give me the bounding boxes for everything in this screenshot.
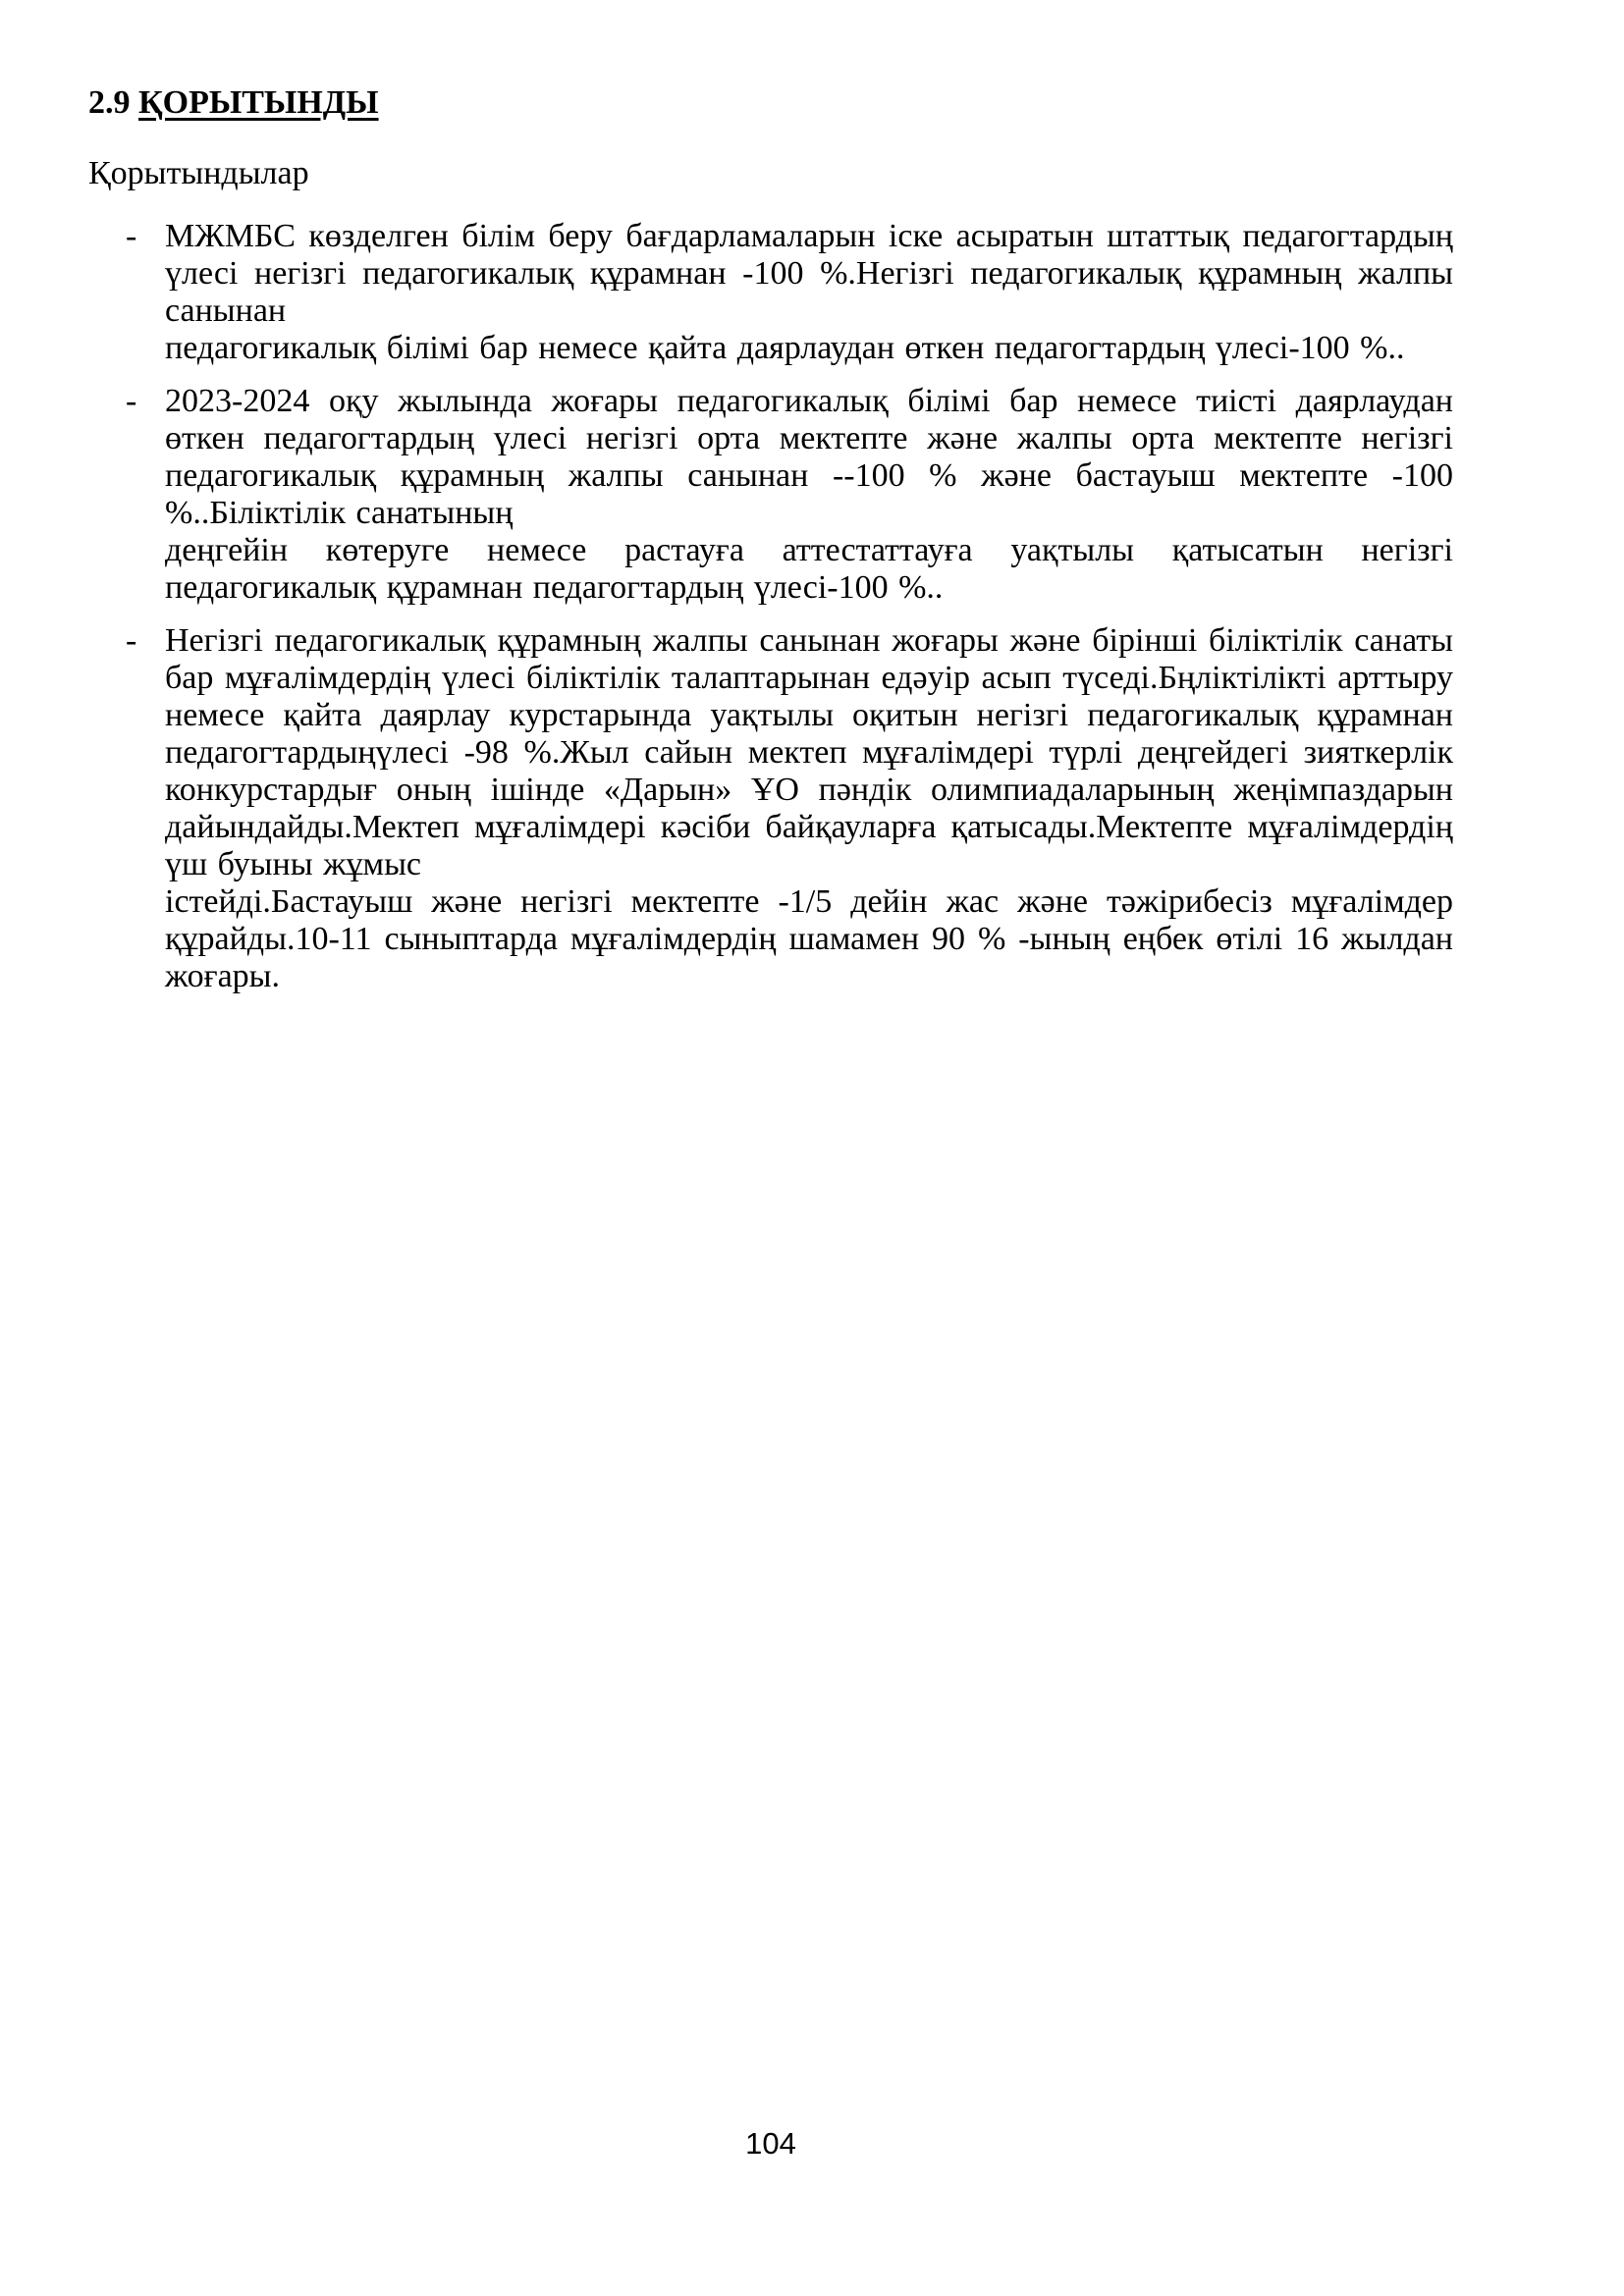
list-item	[88, 622, 1453, 995]
intro-text: Қорытындылар	[88, 155, 309, 191]
list-item	[88, 218, 1453, 367]
page-number: 104	[745, 2126, 796, 2161]
bullet-dash-marker: -	[126, 383, 137, 419]
conclusions-list	[88, 218, 1453, 995]
bullet-paragraph: деңгейін көтеруге немесе растауға аттестаттауға уақтылы қатысатын негізгі педагогикалық құрамнан педагогтардың үлесі-100 %..	[165, 532, 1453, 606]
bullet-paragraph: МЖМБС көзделген білім беру бағдарламаларын іске асыратын штаттық педагогтардың үлесі негізгі педагогикалық құрамнан -100 %.Негізгі педагогикалық құрамның жалпы санынан	[165, 218, 1453, 329]
bullet-dash-marker: -	[126, 218, 137, 254]
list-item	[88, 383, 1453, 607]
bullet-paragraph: педагогикалық білімі бар немесе қайта даярлаудан өткен педагогтардың үлесі-100 %..	[165, 330, 1405, 366]
bullet-paragraph: Негізгі педагогикалық құрамның жалпы санынан жоғары және бірінші біліктілік санаты бар мұғалімдердің үлесі біліктілік талаптарынан едәуір асып түседі.Бңліктілікті арттыру немесе қайта даярлау курстарында уақтылы оқитын негізгі педагогикалық құрамнан педагогтардыңүлесі -98 %.Жыл сайын мектеп мұғалімдері түрлі деңгейдегі зияткерлік конкурстардығ оның ішінде «Дарын» ҰО пәндік олимпиадаларының жеңімпаздарын дайындайды.Мектеп мұғалімдері кәсіби байқауларға қатысады.Мектепте мұғалімдердің үш буыны жұмыс	[165, 622, 1453, 882]
bullet-paragraph: 2023-2024 оқу жылында жоғары педагогикалық білімі бар немесе тиісті даярлаудан өткен педагогтардың үлесі негізгі орта мектепте және жалпы орта мектепте негізгі педагогикалық құрамның жалпы санынан --100 % және бастауыш мектепте -100 %..Біліктілік санатының	[165, 383, 1453, 531]
page-content	[88, 84, 1453, 1011]
section-title: ҚОРЫТЫНДЫ	[138, 84, 379, 121]
section-heading	[88, 84, 1453, 122]
bullet-dash-marker: -	[126, 622, 137, 659]
bullet-paragraph: істейді.Бастауыш және негізгі мектепте -1/5 дейін жас және тәжірибесіз мұғалімдер құрайды.10-11 сыныптарда мұғалімдердің шамамен 90 % -ының еңбек өтілі 16 жылдан жоғары.	[165, 883, 1453, 994]
section-number: 2.9	[88, 84, 131, 121]
